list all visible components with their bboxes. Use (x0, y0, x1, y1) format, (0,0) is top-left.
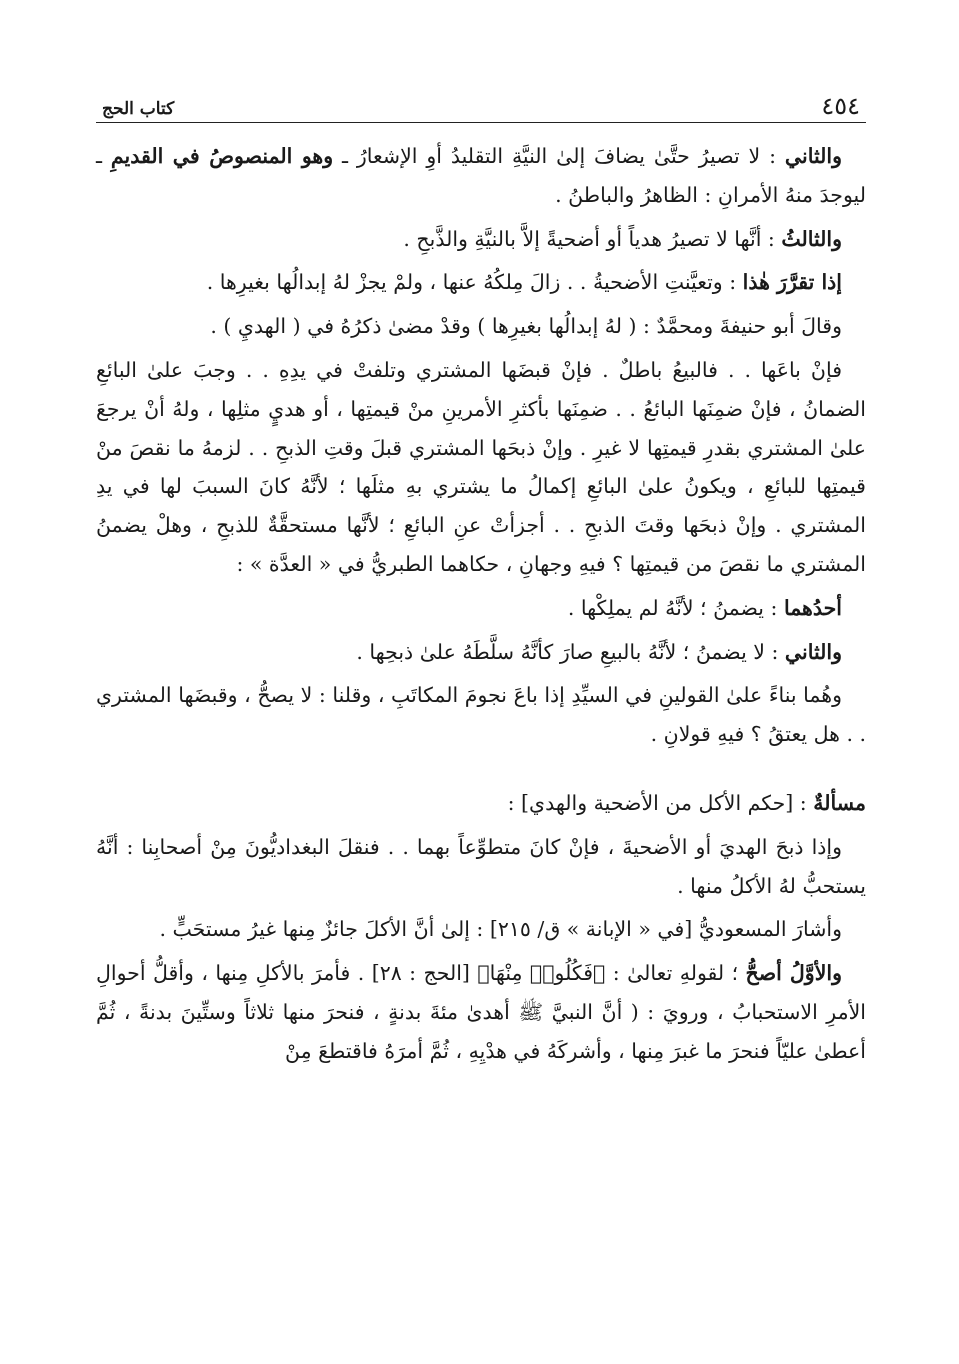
paragraph (96, 220, 866, 259)
paragraph-lead: والثالثُ (781, 226, 842, 251)
page-body (96, 137, 866, 1071)
paragraph-text: وإذا ذبحَ الهديَ أو الأضحيةَ ، فإنْ كانَ متطوِّعاً بهما . . فنقلَ البغداديُّونَ مِنْ أصحابِنا : أنَّهُ يستحبُّ لهُ الأكلُ منها . (96, 834, 866, 898)
paragraph-text: : لا يضمنُ ؛ لأنَّهُ بالبيعِ صارَ كأنَّهُ سلَّطَهُ علىٰ ذبحِها . (356, 639, 785, 664)
page-number: ٤٥٤ (821, 92, 860, 120)
paragraph (96, 828, 866, 906)
paragraph-text: وأشارَ المسعوديُّ [في « الإبانة » ق/ ٢١٥] : إلىٰ أنَّ الأكلَ جائزٌ مِنها غيرُ مستحَبٍّ . (159, 917, 842, 942)
paragraph-lead: وهو المنصوصُ في القديمِ (110, 144, 334, 168)
paragraph-text: : يضمنُ ؛ لأنَّهُ لم يملِكْها . (567, 595, 784, 620)
paragraph (96, 954, 866, 1070)
paragraph-text: : أنَّها لا تصيرُ هدياً أو أضحيةً إلاَّ بالنيَّةِ والذَّبحِ . (403, 226, 782, 251)
paragraph-lead: والثاني (784, 144, 842, 168)
paragraph-text: وهُما بناءً علىٰ القولينِ في السيِّدِ إذا باعَ نجومَ المكاتَبِ ، وقلنا : لا يصحُّ ، وقبضَها المشتري . . هل يعتقُ ؟ فيهِ قولانِ . (96, 683, 866, 747)
paragraph (96, 676, 866, 754)
page-header (96, 84, 866, 123)
running-title: كتاب الحج (102, 99, 175, 119)
paragraph-text: ـ ليوجدَ منهُ الأمرانِ : الظاهرُ والباطنُ . (96, 144, 866, 207)
paragraph (96, 351, 866, 584)
section-heading (96, 784, 866, 823)
paragraph-text: فإنْ باعَها . . فالبيعُ باطلٌ . فإنْ قبضَها المشتري وتلفتْ في يدِهِ . . وجبَ علىٰ البائعِ الضمانُ ، فإنْ ضمِنَها البائعُ . . ضمِنَها بأكثرِ الأمرينِ منْ قيمتِها ، أو هديٍ مثلِها ، ولهُ أنْ يرجعَ علىٰ المشتري بقدرِ قيمتِها لا غيرِ . وإنْ ذبحَها المشتري قبلَ وقتِ الذبحِ . . لزمهُ ما نقصَ منْ قيمتِها للبائعِ ، ويكونُ علىٰ البائعِ إكمالُ ما يشتري بهِ مثلَها ؛ لأنَّهُ كانَ السببَ لها في يدِ المشتري . وإنْ ذبحَها وقتَ الذبحِ . . أجزأتْ عنِ البائعِ ؛ لأنَّها مستحقَّةٌ للذبحِ ، وهلْ يضمنُ المشتري ما نقصَ من قيمتِها ؟ فيهِ وجهانِ ، حكاهما الطبريُّ في « العدَّة » : (96, 357, 866, 576)
paragraph-lead: والأوَّلُ أصحُّ (745, 961, 842, 986)
paragraph-lead: أحدُهما (783, 595, 842, 620)
paragraph-lead: إذا تقرَّرَ هٰذا (742, 270, 842, 295)
paragraph (96, 137, 866, 215)
paragraph-text: وقالَ أبو حنيفةَ ومحمَّدٌ : ( لهُ إبدالُها بغيرِها ) وقدْ مضىٰ ذكرُهُ في ( الهديِ ) . (210, 314, 842, 339)
paragraph-text: : وتعيَّنتِ الأضحيةُ . . زالَ مِلكُهُ عنها ، ولمْ يجزْ لهُ إبدالُها بغيرِها . (206, 270, 743, 295)
paragraph (96, 910, 866, 949)
paragraph (96, 307, 866, 346)
section-heading-text: : [حكم الأكل من الأضحية والهدي] : (507, 790, 814, 815)
paragraph (96, 263, 866, 302)
paragraph (96, 589, 866, 628)
paragraph-text: : لا تصيرُ حتَّىٰ يضافَ إلىٰ النيَّةِ التقليدُ أوِ الإشعارُ ـ (333, 144, 785, 168)
section-heading-lead: مسألةٌ (813, 790, 866, 815)
paragraph-text: ؛ لقولهِ تعالىٰ : ﴿فَكُلُوا۟ مِنْهَا﴾ [الحج : ٢٨] . فأمرَ بالأكلِ مِنها ، وأقلُّ أحوالِ الأمرِ الاستحبابُ ، ورويَ : ( أنَّ النبيَّ ﷺ أهدىٰ مئةَ بدنةٍ ، فنحرَ منها ثلاثاً وستِّينَ بدنةً ، ثُمَّ أعطىٰ عليّاً فنحرَ ما غبرَ مِنها ، وأشركَهُ في هدْيِهِ ، ثُمَّ أمرَهُ فاقتطعَ مِنْ (96, 961, 866, 1063)
book-page (96, 84, 866, 1076)
paragraph-lead: والثاني (784, 639, 842, 664)
paragraph (96, 633, 866, 672)
